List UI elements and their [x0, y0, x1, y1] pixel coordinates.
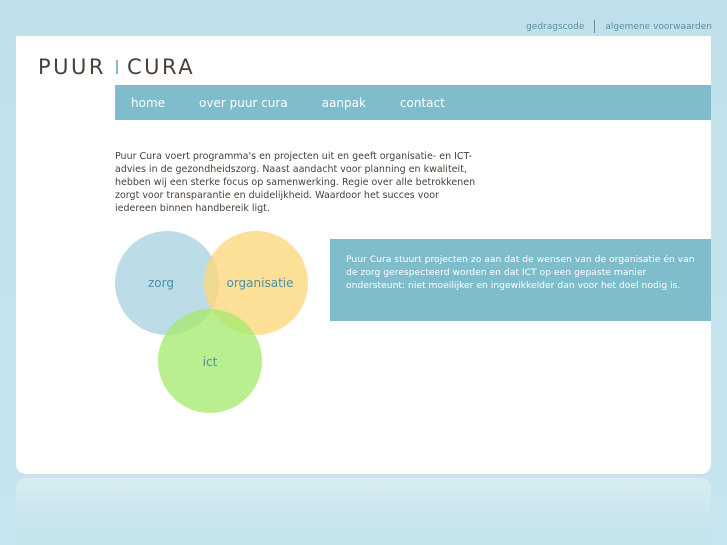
logo[interactable]: [38, 55, 195, 79]
main-panel: [16, 36, 711, 474]
nav-contact[interactable]: contact: [399, 95, 445, 110]
top-links-divider: [594, 20, 595, 33]
logo-divider: [116, 60, 118, 74]
callout-box: Puur Cura stuurt projecten zo aan dat de wensen van de organisatie én van de zorg gerespecteerd worden en dat ICT op een gepaste manier ondersteunt: niet moeilijker en ingewikkelder dan voor het doel nodig is.: [330, 239, 711, 321]
venn-diagram: [111, 228, 331, 418]
venn-label-zorg: zorg: [148, 276, 174, 290]
intro-text: Puur Cura voert programma's en projecten uit en geeft organisatie- en ICT-advies in de gezondheidszorg. Naast aandacht voor planning en kwaliteit, hebben wij een sterke focus op samenwerking. Regie over alle betrokkenen zorgt voor transparantie en duidelijkheid. Waardoor het succes voor iedereen binnen handbereik ligt.: [115, 150, 476, 214]
main-nav: [115, 85, 711, 120]
logo-cura: CURA: [127, 55, 196, 79]
venn-label-organisatie: organisatie: [226, 276, 294, 290]
algemene-voorwaarden-link[interactable]: algemene voorwaarden: [605, 21, 712, 32]
nav-home[interactable]: home: [131, 95, 166, 110]
nav-over-puur-cura[interactable]: over puur cura: [199, 95, 288, 110]
logo-puur: PUUR: [38, 55, 106, 79]
nav-aanpak[interactable]: aanpak: [321, 95, 366, 110]
venn-label-ict: ict: [202, 355, 218, 369]
gedragscode-link[interactable]: gedragscode: [526, 21, 585, 32]
top-links: [526, 20, 712, 33]
panel-reflection: [16, 478, 711, 545]
